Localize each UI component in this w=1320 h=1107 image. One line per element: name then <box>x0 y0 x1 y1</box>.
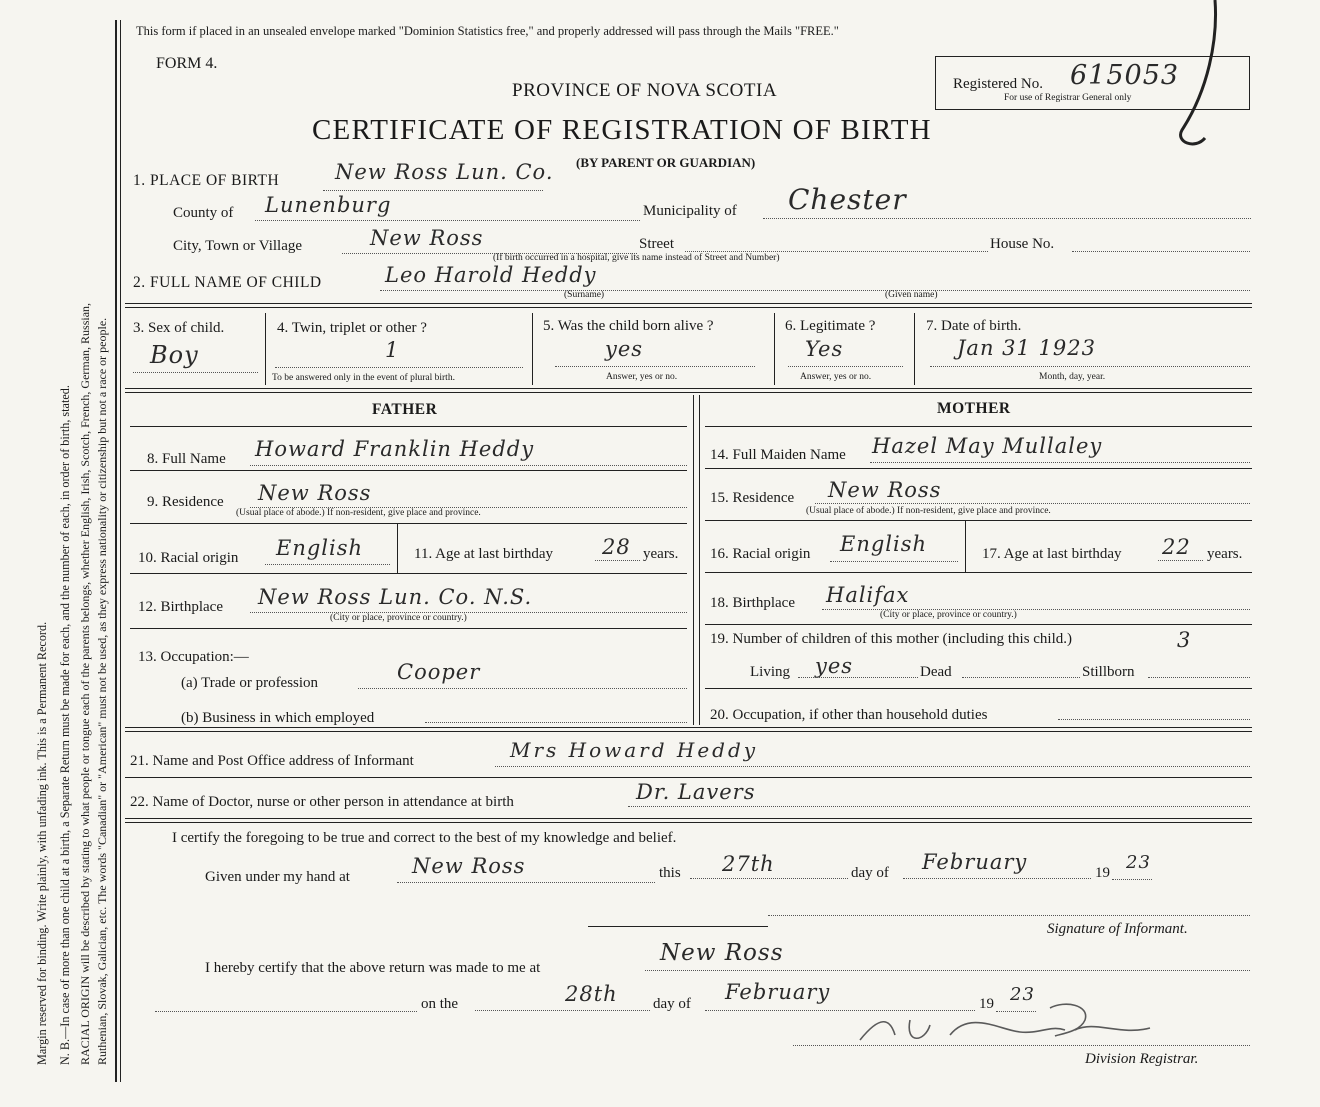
father-birthplace-value: New Ross Lun. Co. N.S. <box>258 585 533 609</box>
day-line <box>690 878 848 879</box>
registrar-place-line <box>645 970 1250 971</box>
margin-note-plural-birth: N. B.—In case of more than one child at a birth, a Separate Return must be made for each, and the number of each, in order of birth, stated. <box>58 385 72 1065</box>
margin-note-racial-origin-1: RACIAL ORIGIN will be described by stating to what people or tongue each of the parents belongs, whether English, Irish, Scotch, French, German, Russian, <box>78 302 92 1065</box>
mother-name-label: 14. Full Maiden Name <box>710 447 846 463</box>
father-race-divider <box>397 523 398 573</box>
date-of-birth-label: 7. Date of birth. <box>926 318 1022 334</box>
on-the-label: on the <box>421 996 459 1012</box>
given-under-label: Given under my hand at <box>205 869 350 885</box>
twin-note: To be answered only in the event of plural birth. <box>272 373 455 383</box>
registrar-signature <box>850 1000 1160 1050</box>
mother-children-value: 3 <box>1177 628 1192 652</box>
father-rule-1 <box>130 470 687 471</box>
registered-number-label: Registered No. <box>953 76 1043 92</box>
informant-label: 21. Name and Post Office address of Informant <box>130 753 414 769</box>
father-birthplace-label: 12. Birthplace <box>138 599 223 615</box>
surname-note: (Surname) <box>564 290 605 300</box>
mother-age-value: 22 <box>1162 535 1191 559</box>
municipality-value: Chester <box>788 183 907 216</box>
father-occupation-label: 13. Occupation:— <box>138 649 249 665</box>
mother-rule-5 <box>705 688 1252 689</box>
living-label: Living <box>750 664 790 680</box>
left-border-inner <box>120 20 121 1082</box>
street-line <box>685 251 988 252</box>
sex-line <box>133 372 258 373</box>
margin-note-binding: Margin reserved for binding. Write plainly, with unfading ink. This is a Permanent Record. <box>35 621 49 1065</box>
form-number: FORM 4. <box>156 55 218 72</box>
father-heading-rule <box>130 426 687 427</box>
alive-value: yes <box>605 337 644 361</box>
father-age-label: 11. Age at last birthday <box>414 546 553 562</box>
county-label: County of <box>173 205 234 221</box>
father-trade-value: Cooper <box>397 660 481 684</box>
day-value: 27th <box>722 852 775 876</box>
mother-name-line <box>870 462 1250 463</box>
mother-race-label: 16. Racial origin <box>710 546 811 562</box>
document-title: CERTIFICATE OF REGISTRATION OF BIRTH <box>312 114 932 146</box>
section-rule-5 <box>125 818 1252 819</box>
municipality-label: Municipality of <box>643 203 737 219</box>
living-value: yes <box>815 654 854 678</box>
county-value: Lunenburg <box>265 193 392 217</box>
child-row-divider-4 <box>914 313 915 385</box>
father-race-line <box>265 564 390 565</box>
stillborn-label: Stillborn <box>1082 664 1135 680</box>
mother-birthplace-note: (City or place, province or country.) <box>880 610 1017 620</box>
alive-note: Answer, yes or no. <box>606 372 678 382</box>
year-value: 23 <box>1126 852 1151 873</box>
mother-residence-label: 15. Residence <box>710 490 795 506</box>
child-row-divider-1 <box>265 313 266 385</box>
child-row-divider-3 <box>774 313 775 385</box>
father-race-label: 10. Racial origin <box>138 550 239 566</box>
father-residence-value: New Ross <box>258 481 372 505</box>
father-rule-4 <box>130 628 687 629</box>
mother-race-value: English <box>840 532 928 556</box>
twin-line <box>275 367 523 368</box>
certification-statement: I certify the foregoing to be true and correct to the best of my knowledge and belief. <box>172 830 677 846</box>
sex-value: Boy <box>150 341 199 369</box>
sex-label: 3. Sex of child. <box>133 320 225 336</box>
left-border <box>115 20 117 1082</box>
twin-value: 1 <box>385 338 400 362</box>
registrar-day-value: 28th <box>565 982 618 1006</box>
section-rule-4 <box>125 777 1252 778</box>
registrar-signature-line <box>793 1045 1250 1046</box>
father-residence-note: (Usual place of abode.) If non-resident, give place and province. <box>236 508 481 518</box>
alive-label: 5. Was the child born alive ? <box>543 318 714 334</box>
house-number-line <box>1072 251 1250 252</box>
mother-age-label: 17. Age at last birthday <box>982 546 1122 562</box>
father-rule-3 <box>130 573 687 574</box>
mother-rule-4 <box>705 624 1252 625</box>
registrar-general-note: For use of Registrar General only <box>1004 93 1132 103</box>
father-trade-line <box>358 688 687 689</box>
father-age-value: 28 <box>602 535 631 559</box>
dead-label: Dead <box>920 664 952 680</box>
house-number-label: House No. <box>990 236 1055 252</box>
mother-heading: MOTHER <box>937 400 1011 417</box>
legitimate-value: Yes <box>805 337 844 361</box>
year-prefix: 19 <box>1095 865 1110 881</box>
section-rule-3b <box>125 731 1252 732</box>
section-rule-5b <box>125 822 1252 823</box>
living-line <box>798 677 918 678</box>
mother-race-divider <box>965 520 966 572</box>
informant-signature-line-solid <box>588 926 768 927</box>
dead-line <box>962 677 1080 678</box>
father-name-value: Howard Franklin Heddy <box>255 437 535 461</box>
county-line <box>255 220 640 221</box>
father-name-line <box>250 465 687 466</box>
day-of-label: day of <box>851 865 889 881</box>
given-name-note: (Given name) <box>885 290 938 300</box>
city-value: New Ross <box>370 226 484 250</box>
mother-rule-1 <box>705 468 1252 469</box>
mother-birthplace-value: Halifax <box>826 583 910 607</box>
section-rule-3 <box>125 727 1252 728</box>
informant-value: Mrs Howard Heddy <box>510 738 759 762</box>
month-line <box>903 878 1091 879</box>
mother-residence-value: New Ross <box>828 478 942 502</box>
registrar-day-of-label: day of <box>653 996 691 1012</box>
date-of-birth-value: Jan 31 1923 <box>957 336 1096 360</box>
father-age-line <box>595 560 640 561</box>
section-rule-1 <box>125 303 1252 304</box>
mother-rule-2 <box>705 520 1252 521</box>
father-business-line <box>425 722 687 723</box>
registrar-day-line <box>475 1010 650 1011</box>
mother-heading-rule <box>705 426 1252 427</box>
parents-divider <box>693 395 694 725</box>
section-rule-2 <box>125 388 1252 389</box>
section-rule-2b <box>125 392 1252 393</box>
twin-label: 4. Twin, triplet or other ? <box>277 320 427 336</box>
registrar-month-value: February <box>725 980 831 1004</box>
father-birthplace-line <box>250 612 687 613</box>
city-label: City, Town or Village <box>173 238 303 254</box>
father-residence-label: 9. Residence <box>147 494 224 510</box>
registrar-statement: I hereby certify that the above return was made to me at <box>205 960 541 976</box>
year-line <box>1112 879 1152 880</box>
doctor-label: 22. Name of Doctor, nurse or other person in attendance at birth <box>130 794 514 810</box>
mail-notice: This form if placed in an unsealed envelope marked "Dominion Statistics free," and properly addressed will pass through the Mails "FREE." <box>136 24 839 38</box>
informant-signature-label: Signature of Informant. <box>1047 921 1188 937</box>
parents-divider-b <box>699 395 700 725</box>
child-name-line <box>380 290 1250 291</box>
mother-residence-note: (Usual place of abode.) If non-resident, give place and province. <box>806 506 1051 516</box>
father-business-label: (b) Business in which employed <box>181 710 375 726</box>
on-the-leading-line <box>155 1011 417 1012</box>
alive-line <box>555 366 755 367</box>
mother-occupation-line <box>1058 719 1250 720</box>
date-of-birth-line <box>930 366 1250 367</box>
municipality-line <box>763 218 1251 219</box>
father-years-label: years. <box>643 546 679 562</box>
mother-age-line <box>1158 560 1203 561</box>
child-row-divider-2 <box>532 313 533 385</box>
hospital-note: (If birth occurred in a hospital, give its name instead of Street and Number) <box>493 253 780 263</box>
this-label: this <box>659 865 681 881</box>
mother-children-label: 19. Number of children of this mother (including this child.) <box>710 631 1073 647</box>
father-trade-label: (a) Trade or profession <box>181 675 319 691</box>
place-of-birth-label: 1. PLACE OF BIRTH <box>133 172 280 189</box>
informant-signature-line <box>768 915 1250 916</box>
mother-race-line <box>830 561 958 562</box>
father-heading: FATHER <box>372 401 438 418</box>
ink-mark <box>1160 0 1230 150</box>
registrar-year-prefix: 19 <box>979 996 994 1012</box>
place-of-birth-value: New Ross Lun. Co. <box>335 160 554 184</box>
stillborn-line <box>1148 677 1250 678</box>
province-name: PROVINCE OF NOVA SCOTIA <box>512 80 778 101</box>
father-rule-2 <box>130 523 687 524</box>
street-label: Street <box>639 236 674 252</box>
father-name-label: 8. Full Name <box>147 451 226 467</box>
informant-line <box>495 766 1250 767</box>
date-of-birth-note: Month, day, year. <box>1039 372 1106 382</box>
child-name-value: Leo Harold Heddy <box>385 263 597 287</box>
margin-note-racial-origin-2: Ruthenian, Slovak, Galician, etc. The words "Canadian" or "American" must not be used, as they express nationality or citizenship but not a race or people. <box>95 317 109 1065</box>
child-name-label: 2. FULL NAME OF CHILD <box>133 274 322 291</box>
registrar-signature-label: Division Registrar. <box>1085 1051 1199 1067</box>
mother-residence-line <box>815 503 1250 504</box>
legitimate-note: Answer, yes or no. <box>800 372 872 382</box>
mother-rule-3 <box>705 572 1252 573</box>
father-race-value: English <box>276 536 364 560</box>
mother-years-label: years. <box>1207 546 1243 562</box>
mother-birthplace-label: 18. Birthplace <box>710 595 795 611</box>
place-of-birth-line <box>323 190 543 191</box>
doctor-value: Dr. Lavers <box>636 780 756 804</box>
father-birthplace-note: (City or place, province or country.) <box>330 613 467 623</box>
mother-name-value: Hazel May Mullaley <box>872 434 1103 458</box>
section-rule-1b <box>125 307 1252 308</box>
doctor-line <box>628 806 1250 807</box>
document-subtitle: (BY PARENT OR GUARDIAN) <box>576 155 756 170</box>
mother-occupation-label: 20. Occupation, if other than household duties <box>710 707 988 723</box>
given-place-line <box>397 882 655 883</box>
legitimate-line <box>788 366 903 367</box>
month-value: February <box>922 850 1028 874</box>
registrar-place-value: New Ross <box>660 940 784 966</box>
registrar-year-value: 23 <box>1010 984 1035 1005</box>
registered-number-value: 615053 <box>1070 60 1180 91</box>
given-place-value: New Ross <box>412 854 526 878</box>
legitimate-label: 6. Legitimate ? <box>785 318 876 334</box>
